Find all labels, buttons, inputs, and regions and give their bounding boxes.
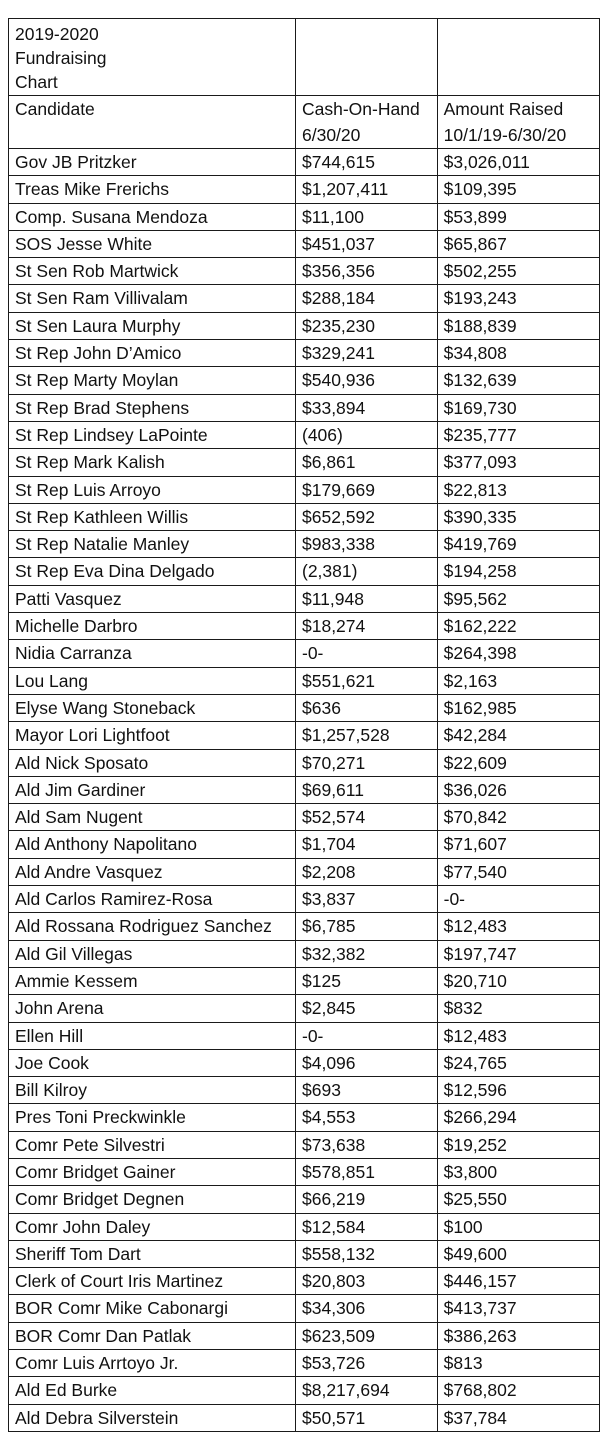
amount-raised-cell: $49,600 <box>437 1240 599 1267</box>
amount-raised-cell: $37,784 <box>437 1404 599 1431</box>
amount-raised-cell: $65,867 <box>437 230 599 257</box>
candidate-cell: St Sen Laura Murphy <box>9 312 296 339</box>
cash-on-hand-cell: (406) <box>296 421 438 448</box>
cash-on-hand-cell: $8,217,694 <box>296 1377 438 1404</box>
amount-raised-cell: $386,263 <box>437 1322 599 1349</box>
cash-on-hand-cell: -0- <box>296 1022 438 1049</box>
fundraising-table <box>8 18 600 1432</box>
cash-on-hand-cell: $356,356 <box>296 258 438 285</box>
candidate-cell: Ald Sam Nugent <box>9 804 296 831</box>
amount-raised-cell: $3,026,011 <box>437 149 599 176</box>
amount-raised-cell: $34,808 <box>437 340 599 367</box>
table-row <box>9 1240 600 1267</box>
candidate-cell: SOS Jesse White <box>9 230 296 257</box>
candidate-cell: Ald Rossana Rodriguez Sanchez <box>9 913 296 940</box>
amount-raised-cell: $24,765 <box>437 1049 599 1076</box>
candidate-cell: Elyse Wang Stoneback <box>9 694 296 721</box>
candidate-cell: Ellen Hill <box>9 1022 296 1049</box>
amount-raised-cell: $446,157 <box>437 1268 599 1295</box>
amount-raised-cell: $502,255 <box>437 258 599 285</box>
table-row <box>9 1158 600 1185</box>
table-row <box>9 913 600 940</box>
table-row <box>9 776 600 803</box>
cash-on-hand-cell: $18,274 <box>296 613 438 640</box>
header-amount-raised <box>437 96 599 149</box>
table-row <box>9 1404 600 1431</box>
amount-raised-cell: $36,026 <box>437 776 599 803</box>
table-row <box>9 1213 600 1240</box>
cash-on-hand-cell: $744,615 <box>296 149 438 176</box>
candidate-cell: Michelle Darbro <box>9 613 296 640</box>
amount-raised-cell: $193,243 <box>437 285 599 312</box>
candidate-cell: Ammie Kessem <box>9 967 296 994</box>
amount-raised-cell: $20,710 <box>437 967 599 994</box>
candidate-cell: St Rep Brad Stephens <box>9 394 296 421</box>
table-row <box>9 176 600 203</box>
table-row <box>9 1350 600 1377</box>
cash-on-hand-cell: (2,381) <box>296 558 438 585</box>
cash-on-hand-cell: $693 <box>296 1077 438 1104</box>
candidate-cell: Lou Lang <box>9 667 296 694</box>
cash-on-hand-cell: $6,785 <box>296 913 438 940</box>
candidate-cell: St Sen Rob Martwick <box>9 258 296 285</box>
cash-on-hand-cell: $288,184 <box>296 285 438 312</box>
table-row <box>9 1186 600 1213</box>
table-row <box>9 340 600 367</box>
cash-on-hand-cell: $50,571 <box>296 1404 438 1431</box>
cash-on-hand-cell: $33,894 <box>296 394 438 421</box>
candidate-cell: Gov JB Pritzker <box>9 149 296 176</box>
cash-on-hand-cell: $70,271 <box>296 749 438 776</box>
cash-on-hand-cell: $652,592 <box>296 503 438 530</box>
cash-on-hand-cell: $52,574 <box>296 804 438 831</box>
candidate-cell: BOR Comr Mike Cabonargi <box>9 1295 296 1322</box>
candidate-cell: St Sen Ram Villivalam <box>9 285 296 312</box>
amount-raised-cell: $162,222 <box>437 613 599 640</box>
candidate-cell: Ald Gil Villegas <box>9 940 296 967</box>
cash-on-hand-cell: $623,509 <box>296 1322 438 1349</box>
table-row <box>9 722 600 749</box>
cash-on-hand-cell: $636 <box>296 694 438 721</box>
cash-on-hand-cell: $6,861 <box>296 449 438 476</box>
candidate-cell: St Rep Natalie Manley <box>9 531 296 558</box>
table-row <box>9 940 600 967</box>
amount-raised-cell: $377,093 <box>437 449 599 476</box>
amount-raised-cell: $188,839 <box>437 312 599 339</box>
amount-raised-cell: $266,294 <box>437 1104 599 1131</box>
table-row <box>9 558 600 585</box>
cash-on-hand-cell: $329,241 <box>296 340 438 367</box>
candidate-cell: Ald Debra Silverstein <box>9 1404 296 1431</box>
cash-on-hand-cell: $551,621 <box>296 667 438 694</box>
title-line: Chart <box>15 72 58 92</box>
candidate-cell: Ald Andre Vasquez <box>9 858 296 885</box>
candidate-cell: St Rep Marty Moylan <box>9 367 296 394</box>
candidate-cell: Patti Vasquez <box>9 585 296 612</box>
table-row <box>9 421 600 448</box>
table-row <box>9 804 600 831</box>
candidate-cell: Mayor Lori Lightfoot <box>9 722 296 749</box>
table-row <box>9 858 600 885</box>
table-row <box>9 1022 600 1049</box>
amount-raised-cell: $419,769 <box>437 531 599 558</box>
candidate-cell: Nidia Carranza <box>9 640 296 667</box>
amount-raised-cell: -0- <box>437 886 599 913</box>
table-row <box>9 531 600 558</box>
candidate-cell: Comr John Daley <box>9 1213 296 1240</box>
table-row <box>9 640 600 667</box>
amount-raised-cell: $100 <box>437 1213 599 1240</box>
header-line: Amount Raised <box>443 99 564 119</box>
cash-on-hand-cell: $69,611 <box>296 776 438 803</box>
amount-raised-cell: $77,540 <box>437 858 599 885</box>
cash-on-hand-cell: $4,096 <box>296 1049 438 1076</box>
amount-raised-cell: $42,284 <box>437 722 599 749</box>
candidate-cell: Ald Nick Sposato <box>9 749 296 776</box>
table-row <box>9 312 600 339</box>
amount-raised-cell: $132,639 <box>437 367 599 394</box>
candidate-cell: Comr Bridget Degnen <box>9 1186 296 1213</box>
amount-raised-cell: $813 <box>437 1350 599 1377</box>
table-row <box>9 1322 600 1349</box>
candidate-cell: Ald Anthony Napolitano <box>9 831 296 858</box>
table-row <box>9 694 600 721</box>
amount-raised-cell: $22,813 <box>437 476 599 503</box>
title-row <box>9 19 600 96</box>
title-line: 2019-2020 <box>15 24 99 44</box>
cash-on-hand-cell: $11,100 <box>296 203 438 230</box>
empty-cell <box>437 19 599 96</box>
candidate-cell: Sheriff Tom Dart <box>9 1240 296 1267</box>
amount-raised-cell: $70,842 <box>437 804 599 831</box>
table-row <box>9 667 600 694</box>
amount-raised-cell: $390,335 <box>437 503 599 530</box>
table-row <box>9 149 600 176</box>
table-row <box>9 449 600 476</box>
cash-on-hand-cell: $235,230 <box>296 312 438 339</box>
cash-on-hand-cell: $3,837 <box>296 886 438 913</box>
table-row <box>9 1049 600 1076</box>
table-row <box>9 1268 600 1295</box>
candidate-cell: Treas Mike Frerichs <box>9 176 296 203</box>
cash-on-hand-cell: -0- <box>296 640 438 667</box>
cash-on-hand-cell: $34,306 <box>296 1295 438 1322</box>
cash-on-hand-cell: $20,803 <box>296 1268 438 1295</box>
amount-raised-cell: $162,985 <box>437 694 599 721</box>
table-row <box>9 367 600 394</box>
amount-raised-cell: $768,802 <box>437 1377 599 1404</box>
header-candidate: Candidate <box>9 96 296 149</box>
candidate-cell: Ald Ed Burke <box>9 1377 296 1404</box>
cash-on-hand-cell: $558,132 <box>296 1240 438 1267</box>
candidate-cell: Comr Bridget Gainer <box>9 1158 296 1185</box>
cash-on-hand-cell: $451,037 <box>296 230 438 257</box>
cash-on-hand-cell: $32,382 <box>296 940 438 967</box>
candidate-cell: Comr Pete Silvestri <box>9 1131 296 1158</box>
table-title <box>9 19 296 96</box>
cash-on-hand-cell: $1,257,528 <box>296 722 438 749</box>
table-row <box>9 285 600 312</box>
amount-raised-cell: $109,395 <box>437 176 599 203</box>
amount-raised-cell: $71,607 <box>437 831 599 858</box>
candidate-cell: St Rep John D’Amico <box>9 340 296 367</box>
amount-raised-cell: $3,800 <box>437 1158 599 1185</box>
header-line: 6/30/20 <box>302 125 361 145</box>
table-row <box>9 1077 600 1104</box>
table-row <box>9 1104 600 1131</box>
table-row <box>9 886 600 913</box>
cash-on-hand-cell: $1,704 <box>296 831 438 858</box>
amount-raised-cell: $832 <box>437 995 599 1022</box>
amount-raised-cell: $19,252 <box>437 1131 599 1158</box>
amount-raised-cell: $25,550 <box>437 1186 599 1213</box>
table-row <box>9 995 600 1022</box>
candidate-cell: St Rep Eva Dina Delgado <box>9 558 296 585</box>
table-row <box>9 476 600 503</box>
table-row <box>9 230 600 257</box>
candidate-cell: BOR Comr Dan Patlak <box>9 1322 296 1349</box>
amount-raised-cell: $53,899 <box>437 203 599 230</box>
header-row <box>9 96 600 149</box>
amount-raised-cell: $235,777 <box>437 421 599 448</box>
cash-on-hand-cell: $983,338 <box>296 531 438 558</box>
title-line: Fundraising <box>15 48 107 68</box>
amount-raised-cell: $95,562 <box>437 585 599 612</box>
candidate-cell: Pres Toni Preckwinkle <box>9 1104 296 1131</box>
candidate-cell: St Rep Lindsey LaPointe <box>9 421 296 448</box>
amount-raised-cell: $12,483 <box>437 1022 599 1049</box>
candidate-cell: Joe Cook <box>9 1049 296 1076</box>
cash-on-hand-cell: $125 <box>296 967 438 994</box>
candidate-cell: Comr Luis Arrtoyo Jr. <box>9 1350 296 1377</box>
candidate-cell: John Arena <box>9 995 296 1022</box>
cash-on-hand-cell: $12,584 <box>296 1213 438 1240</box>
amount-raised-cell: $413,737 <box>437 1295 599 1322</box>
cash-on-hand-cell: $179,669 <box>296 476 438 503</box>
table-row <box>9 1377 600 1404</box>
table-row <box>9 503 600 530</box>
cash-on-hand-cell: $1,207,411 <box>296 176 438 203</box>
table-row <box>9 967 600 994</box>
header-line: Cash-On-Hand <box>302 99 420 119</box>
table-row <box>9 394 600 421</box>
amount-raised-cell: $194,258 <box>437 558 599 585</box>
table-row <box>9 258 600 285</box>
amount-raised-cell: $169,730 <box>437 394 599 421</box>
cash-on-hand-cell: $11,948 <box>296 585 438 612</box>
cash-on-hand-cell: $578,851 <box>296 1158 438 1185</box>
amount-raised-cell: $2,163 <box>437 667 599 694</box>
cash-on-hand-cell: $2,208 <box>296 858 438 885</box>
candidate-cell: St Rep Kathleen Willis <box>9 503 296 530</box>
candidate-cell: St Rep Mark Kalish <box>9 449 296 476</box>
cash-on-hand-cell: $540,936 <box>296 367 438 394</box>
candidate-cell: St Rep Luis Arroyo <box>9 476 296 503</box>
cash-on-hand-cell: $53,726 <box>296 1350 438 1377</box>
table-row <box>9 1295 600 1322</box>
header-line: 10/1/19-6/30/20 <box>443 125 567 145</box>
amount-raised-cell: $22,609 <box>437 749 599 776</box>
table-row <box>9 1131 600 1158</box>
candidate-cell: Clerk of Court Iris Martinez <box>9 1268 296 1295</box>
header-cash-on-hand <box>296 96 438 149</box>
amount-raised-cell: $12,483 <box>437 913 599 940</box>
cash-on-hand-cell: $73,638 <box>296 1131 438 1158</box>
empty-cell <box>296 19 438 96</box>
table-row <box>9 613 600 640</box>
candidate-cell: Bill Kilroy <box>9 1077 296 1104</box>
candidate-cell: Ald Jim Gardiner <box>9 776 296 803</box>
amount-raised-cell: $197,747 <box>437 940 599 967</box>
cash-on-hand-cell: $4,553 <box>296 1104 438 1131</box>
candidate-cell: Ald Carlos Ramirez-Rosa <box>9 886 296 913</box>
amount-raised-cell: $264,398 <box>437 640 599 667</box>
cash-on-hand-cell: $66,219 <box>296 1186 438 1213</box>
amount-raised-cell: $12,596 <box>437 1077 599 1104</box>
candidate-cell: Comp. Susana Mendoza <box>9 203 296 230</box>
table-row <box>9 749 600 776</box>
table-row <box>9 831 600 858</box>
cash-on-hand-cell: $2,845 <box>296 995 438 1022</box>
table-row <box>9 203 600 230</box>
table-row <box>9 585 600 612</box>
